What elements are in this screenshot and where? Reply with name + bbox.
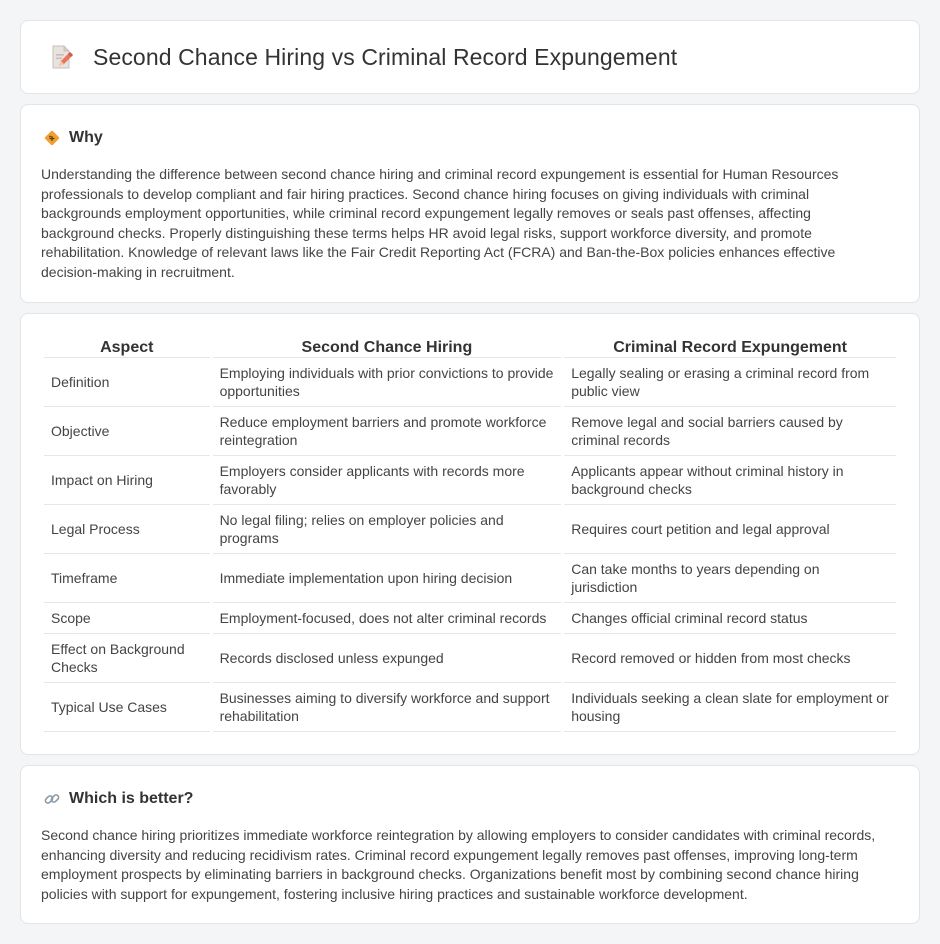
column-header-expungement: Criminal Record Expungement [564,336,896,358]
why-heading [43,129,103,147]
expungement-cell: Requires court petition and legal approval [564,505,896,554]
better-title: Which is better? [69,790,194,807]
aspect-cell: Definition [44,358,210,407]
second-chance-cell: Employing individuals with prior convictions to provide opportunities [213,358,562,407]
aspect-cell: Legal Process [44,505,210,554]
table-row [44,407,896,456]
second-chance-cell: Employers consider applicants with records more favorably [213,456,562,505]
second-chance-cell: Businesses aiming to diversify workforce and support rehabilitation [213,683,562,732]
warning-sign-icon [43,129,61,147]
second-chance-cell: Immediate implementation upon hiring decision [213,554,562,603]
expungement-cell: Legally sealing or erasing a criminal record from public view [564,358,896,407]
document-pencil-icon [47,43,75,71]
header-card [20,20,920,94]
better-paragraph: Second chance hiring prioritizes immediate workforce reintegration by allowing employers to consider candidates with criminal records, enhancing diversity and reducing recidivism rates. Criminal record expungement legally removes past offenses, improving long-term employment prospects by eliminating barriers in background checks. Organizations benefit most by combining second chance hiring policies with support for expungement, fostering inclusive hiring practices and sustainable workforce development. [41,827,876,902]
expungement-cell: Can take months to years depending on jurisdiction [564,554,896,603]
table-row [44,456,896,505]
table-row [44,358,896,407]
why-title: Why [69,129,103,146]
table-row [44,554,896,603]
expungement-cell: Changes official criminal record status [564,603,896,634]
table-row [44,634,896,683]
comparison-table [41,336,899,732]
column-header-aspect: Aspect [44,336,210,358]
page-title: Second Chance Hiring vs Criminal Record Expungement [93,43,678,70]
why-section [20,104,920,303]
table-row [44,603,896,634]
aspect-cell: Scope [44,603,210,634]
aspect-cell: Effect on Background Checks [44,634,210,683]
column-header-second-chance: Second Chance Hiring [213,336,562,358]
link-icon [43,790,61,808]
second-chance-cell: Records disclosed unless expunged [213,634,562,683]
aspect-cell: Timeframe [44,554,210,603]
expungement-cell: Record removed or hidden from most checks [564,634,896,683]
better-heading [43,790,193,808]
aspect-cell: Typical Use Cases [44,683,210,732]
table-row [44,683,896,732]
second-chance-cell: Employment-focused, does not alter criminal records [213,603,562,634]
second-chance-cell: Reduce employment barriers and promote workforce reintegration [213,407,562,456]
table-header-row [44,336,896,358]
expungement-cell: Individuals seeking a clean slate for employment or housing [564,683,896,732]
which-is-better-section [20,765,920,924]
aspect-cell: Impact on Hiring [44,456,210,505]
second-chance-cell: No legal filing; relies on employer policies and programs [213,505,562,554]
why-paragraph: Understanding the difference between second chance hiring and criminal record expungement is essential for Human Resources professionals to develop compliant and fair hiring practices. Second chance hiring focuses on giving individuals with criminal backgrounds employment opportunities, while criminal record expungement legally removes or seals past offenses, affecting background checks. Properly distinguishing these terms helps HR avoid legal risks, support workforce diversity, and promote rehabilitation. Knowledge of relevant laws like the Fair Credit Reporting Act (FCRA) and Ban-the-Box policies enhances effective decision-making in recruitment. [41,166,839,280]
aspect-cell: Objective [44,407,210,456]
expungement-cell: Applicants appear without criminal history in background checks [564,456,896,505]
expungement-cell: Remove legal and social barriers caused by criminal records [564,407,896,456]
comparison-card [20,313,920,755]
table-row [44,505,896,554]
